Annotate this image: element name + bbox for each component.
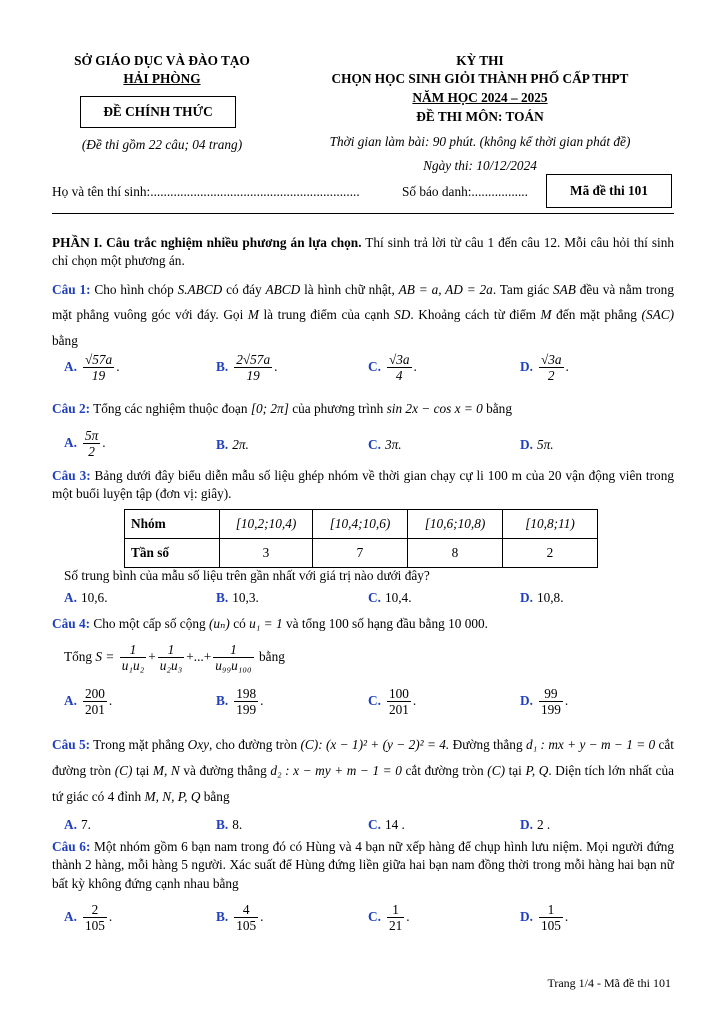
page-footer: Trang 1/4 - Mã đề thi 101 bbox=[547, 976, 671, 990]
exam-code-box bbox=[546, 174, 672, 208]
q4-dots: +...+ bbox=[186, 648, 212, 664]
numerator: 1 bbox=[158, 642, 185, 658]
option-label: B. bbox=[216, 437, 229, 452]
q1-text-e: đều và nằm trong mặt phẳng vuông góc với đáy. Gọi bbox=[52, 282, 674, 323]
q4-text-c: và tổng 100 số hạng đầu bằng bbox=[282, 616, 449, 631]
part1-instruction: Thí sinh trả lời từ câu 1 đến câu 12. Mỗi câu hỏi thí sinh chỉ chọn một phương án. bbox=[52, 235, 674, 269]
denominator: u₂u₃ bbox=[159, 658, 183, 674]
q5-text-2b: tại bbox=[132, 762, 153, 778]
q1-math-abcd: ABCD bbox=[265, 282, 301, 297]
option-denominator: 201 bbox=[388, 702, 409, 718]
q5-label: Câu 5: bbox=[52, 737, 91, 752]
option-denominator: 19 bbox=[91, 368, 106, 384]
department-name bbox=[52, 52, 272, 89]
q6-option-b[interactable]: B. $\frac{4}{105}$ . bbox=[216, 902, 264, 934]
option-numerator: 1 bbox=[539, 902, 563, 918]
option-label: C. bbox=[368, 908, 381, 924]
q5-text-3c: . Diện tích lớn nhất của tứ giác có 4 đỉnh bbox=[52, 762, 675, 804]
question-6 bbox=[52, 838, 674, 893]
q2-interval: [0; 2π] bbox=[250, 401, 289, 416]
question-1 bbox=[52, 277, 674, 353]
q5-d2: d₂ : x − my + m − 1 = 0 bbox=[270, 762, 402, 778]
q2-option-b[interactable] bbox=[216, 436, 249, 454]
dept-line1: SỞ GIÁO DỤC VÀ ĐÀO TẠO bbox=[74, 53, 250, 68]
option-label: C. bbox=[368, 358, 381, 374]
table-row bbox=[125, 510, 598, 539]
q4-option-a[interactable]: A. $\frac{200}{201}$ . bbox=[64, 686, 113, 718]
q1-text-h: đến mặt phẳng bbox=[551, 307, 642, 323]
option-label: B. bbox=[216, 590, 229, 605]
page-note: (Đề thi gồm 22 câu; 04 trang) bbox=[81, 137, 243, 152]
option-numerator: 2 bbox=[83, 902, 107, 918]
q1-math-m2: M bbox=[540, 307, 552, 323]
q5-text-1b: , cho đường tròn bbox=[209, 737, 301, 752]
q5-mn: M, N bbox=[152, 762, 180, 778]
q3-frequency-table bbox=[124, 509, 598, 568]
option-denominator: 21 bbox=[388, 918, 403, 934]
question-5 bbox=[52, 732, 674, 810]
q4-u1: u₁ = 1 bbox=[249, 616, 283, 631]
q6-label: Câu 6: bbox=[52, 839, 91, 854]
candidate-name: Họ và tên thí sinh:............................................................... bbox=[52, 184, 360, 199]
option-value: 7. bbox=[80, 817, 91, 832]
q4-sum-expression: Tổng S = $\frac{1}{\text{u₁u₂}}$ + $\frac{1}{\text{u₂u₃}}$ +...+ $\frac{1}{\text{u₉₉u₁₀₀}}$ bằng bbox=[64, 642, 285, 674]
option-label: D. bbox=[520, 437, 533, 452]
q4-tong: Tổng bbox=[64, 648, 93, 664]
q4-text-a: Cho một cấp số cộng bbox=[90, 616, 209, 631]
q2-label: Câu 2: bbox=[52, 401, 91, 416]
option-label: C. bbox=[368, 590, 381, 605]
table-cell: 7 bbox=[313, 539, 408, 568]
q2-text-a: Tổng các nghiệm thuộc đoạn bbox=[90, 401, 251, 416]
option-denominator: 2 bbox=[88, 444, 95, 460]
table-cell: [10,2;10,4) bbox=[220, 510, 313, 539]
q1-math-m: M bbox=[247, 307, 259, 323]
numerator: 1 bbox=[120, 642, 147, 658]
option-numerator: 200 bbox=[84, 686, 105, 701]
q3-option-b[interactable] bbox=[216, 589, 259, 607]
question-3 bbox=[52, 467, 674, 504]
option-value: 2π. bbox=[232, 437, 249, 452]
option-label: B. bbox=[216, 358, 229, 374]
q1-text-i: bằng bbox=[52, 332, 78, 348]
q3-text: Bảng dưới đây biểu diễn mẫu số liệu ghép nhóm về thời gian chạy cự li 100 m của 20 vận động viên trong một buổi luyện tập (đơn vị: giây). bbox=[52, 468, 674, 502]
exam-title bbox=[300, 52, 660, 107]
option-numerator: 198 bbox=[236, 686, 257, 701]
option-value: 8. bbox=[232, 817, 243, 832]
q2-option-a[interactable]: A. $\frac{5\pi}{2}$ . bbox=[64, 428, 106, 460]
option-numerator: √3a bbox=[540, 352, 562, 367]
header-divider bbox=[52, 213, 674, 214]
q2-text-c: bằng bbox=[482, 401, 512, 416]
option-label: C. bbox=[368, 817, 381, 832]
q5-c: (C) bbox=[114, 762, 133, 778]
q5-pq: P, Q bbox=[525, 762, 549, 778]
q3-table-wrap bbox=[124, 509, 598, 568]
option-value: 2 . bbox=[536, 817, 551, 832]
option-label: D. bbox=[520, 817, 533, 832]
q6-option-a[interactable]: A. $\frac{2}{105}$ . bbox=[64, 902, 113, 934]
q3-option-d[interactable] bbox=[520, 589, 564, 607]
q6-option-c[interactable]: C. $\frac{1}{21}$ . bbox=[368, 902, 410, 934]
q4-option-b[interactable]: B. $\frac{198}{199}$ . bbox=[216, 686, 264, 718]
q1-option-d[interactable]: D. $\frac{√3a}{2}$ . bbox=[520, 352, 569, 384]
q1-text-c: là hình chữ nhật, bbox=[300, 282, 399, 297]
table-cell: [10,8;11) bbox=[503, 510, 598, 539]
numerator: 1 bbox=[213, 642, 253, 658]
q4-sequence: (uₙ) bbox=[208, 616, 230, 631]
table-cell: 3 bbox=[220, 539, 313, 568]
q1-text-a: Cho hình chóp bbox=[90, 282, 178, 297]
option-numerator: 4 bbox=[234, 902, 258, 918]
q5-mnpq: M, N, P, Q bbox=[144, 788, 201, 804]
option-value: 10,3. bbox=[232, 590, 259, 605]
q4-sum: 10 000 bbox=[448, 616, 485, 631]
option-numerator: 2√57a bbox=[236, 352, 271, 367]
q4-option-c[interactable]: C. $\frac{100}{201}$ . bbox=[368, 686, 417, 718]
q1-option-a[interactable]: A. $\frac{√57a}{19}$ . bbox=[64, 352, 120, 384]
q5-circle: (C): (x − 1)² + (y − 2)² = 4. bbox=[300, 737, 450, 752]
option-label: A. bbox=[64, 908, 77, 924]
q1-text-f: là trung điểm của cạnh bbox=[258, 307, 395, 323]
q1-option-b[interactable]: B. $\frac{2√57a}{19}$ . bbox=[216, 352, 278, 384]
q5-option-d[interactable] bbox=[520, 816, 550, 834]
q1-math-sd: SD bbox=[394, 307, 411, 323]
q3-option-c[interactable] bbox=[368, 589, 412, 607]
q6-text: Một nhóm gồm 6 bạn nam trong đó có Hùng và 4 bạn nữ xếp hàng để chụp hình lưu niệm. Mọi người đứng thành 2 hàng, mỗi hàng 5 người. Xác suất để Hùng đứng liền giữa hai bạn nam đồng thời trong mỗi hàng hai bạn nữ bất kỳ không đứng cạnh nhau bằng bbox=[52, 839, 675, 891]
q1-math-sabcd: S.ABCD bbox=[177, 282, 223, 297]
table-cell: [10,6;10,8) bbox=[408, 510, 503, 539]
q3-label: Câu 3: bbox=[52, 468, 91, 483]
exam-date: Ngày thi: 10/12/2024 bbox=[423, 158, 537, 173]
table-cell: 8 bbox=[408, 539, 503, 568]
table-header-frequency: Tần số bbox=[125, 539, 220, 568]
q5-text-1c: Đường thẳng bbox=[449, 737, 523, 752]
q4-s-eq: S = bbox=[95, 648, 115, 664]
option-denominator: 19 bbox=[246, 368, 260, 384]
q5-option-a[interactable] bbox=[64, 816, 91, 834]
option-label: B. bbox=[216, 692, 229, 708]
exam-time: Thời gian làm bài: 90 phút. (không kể thời gian phát đề) bbox=[329, 134, 631, 149]
q1-option-c[interactable]: C. $\frac{√3a}{4}$ . bbox=[368, 352, 417, 384]
table-cell: 2 bbox=[503, 539, 598, 568]
option-value: 14 . bbox=[384, 817, 405, 832]
q1-math-dims: AB = a, AD = 2a bbox=[398, 282, 493, 297]
q5-oxy: Oxy bbox=[187, 737, 210, 752]
option-numerator: √57a bbox=[84, 352, 113, 367]
option-denominator: 199 bbox=[540, 702, 561, 718]
option-value: 10,4. bbox=[384, 590, 412, 605]
option-value: 3π. bbox=[384, 437, 402, 452]
q4-option-d[interactable]: D. $\frac{99}{199}$ . bbox=[520, 686, 569, 718]
option-numerator: 5π bbox=[84, 428, 99, 443]
q1-math-sac: (SAC) bbox=[641, 307, 675, 323]
option-label: A. bbox=[64, 434, 77, 450]
q5-text-1a: Trong mặt phẳng bbox=[90, 737, 188, 752]
q4-frac-3 bbox=[213, 642, 253, 674]
q2-option-c[interactable] bbox=[368, 436, 402, 454]
q1-text-d: . Tam giác bbox=[492, 282, 553, 297]
option-value: 5π. bbox=[536, 437, 554, 452]
q1-text-b: có đáy bbox=[222, 282, 266, 297]
denominator: u₉₉u₁₀₀ bbox=[215, 658, 252, 674]
option-value: 10,8. bbox=[536, 590, 564, 605]
question-2 bbox=[52, 400, 674, 418]
option-numerator: √3a bbox=[388, 352, 410, 367]
q4-label: Câu 4: bbox=[52, 616, 91, 631]
q5-text-2a: cắt đường tròn bbox=[52, 737, 675, 778]
option-label: D. bbox=[520, 358, 533, 374]
option-numerator: 1 bbox=[387, 902, 404, 918]
q1-math-sab: SAB bbox=[553, 282, 576, 297]
q5-text-3b: tại bbox=[505, 762, 526, 778]
q3-option-a[interactable] bbox=[64, 589, 108, 607]
option-label: C. bbox=[368, 692, 381, 708]
option-denominator: 201 bbox=[84, 702, 105, 718]
q4-bang: bằng bbox=[259, 648, 285, 664]
q5-option-b[interactable] bbox=[216, 816, 242, 834]
exam-line2: CHỌN HỌC SINH GIỎI THÀNH PHỐ CẤP THPT bbox=[331, 71, 629, 87]
exam-line1: KỲ THI bbox=[456, 53, 504, 68]
q5-text-2c: và đường thẳng bbox=[179, 762, 271, 778]
q5-text-3d: bằng bbox=[200, 788, 230, 804]
exam-line3: NĂM HỌC 2024 – 2025 bbox=[412, 89, 548, 105]
q5-option-c[interactable] bbox=[368, 816, 405, 834]
option-denominator: 4 bbox=[395, 368, 403, 384]
official-label: ĐỀ CHÍNH THỨC bbox=[103, 104, 213, 119]
option-label: D. bbox=[520, 908, 533, 924]
option-numerator: 100 bbox=[388, 686, 409, 701]
dept-line2: HẢI PHÒNG bbox=[123, 71, 201, 87]
option-value: 10,6. bbox=[80, 590, 108, 605]
option-label: A. bbox=[64, 692, 77, 708]
q1-label: Câu 1: bbox=[52, 282, 91, 297]
option-label: D. bbox=[520, 692, 533, 708]
q5-text-2d: cắt đường bbox=[401, 762, 459, 778]
option-label: C. bbox=[368, 437, 381, 452]
option-denominator: 105 bbox=[540, 918, 561, 934]
q5-c2: (C) bbox=[487, 762, 506, 778]
option-label: A. bbox=[64, 358, 77, 374]
q2-option-d[interactable] bbox=[520, 436, 554, 454]
q4-frac-1 bbox=[120, 642, 147, 674]
option-label: B. bbox=[216, 817, 229, 832]
part1-title: PHẦN I. Câu trắc nghiệm nhiều phương án lựa chọn. bbox=[52, 235, 362, 250]
q4-frac-2 bbox=[158, 642, 185, 674]
option-label: B. bbox=[216, 908, 229, 924]
official-box bbox=[80, 96, 236, 128]
candidate-id: Số báo danh:................. bbox=[402, 184, 528, 199]
table-cell: [10,4;10,6) bbox=[313, 510, 408, 539]
q1-text-g: . Khoảng cách từ điểm bbox=[410, 307, 541, 323]
option-denominator: 2 bbox=[547, 368, 555, 384]
subject: ĐỀ THI MÔN: TOÁN bbox=[416, 109, 544, 124]
option-label: A. bbox=[64, 590, 77, 605]
exam-code: Mã đề thi 101 bbox=[570, 183, 648, 198]
option-numerator: 99 bbox=[539, 686, 563, 702]
option-denominator: 199 bbox=[236, 702, 257, 718]
question-4 bbox=[52, 615, 674, 633]
option-denominator: 105 bbox=[236, 918, 257, 934]
q5-d1: d₁ : mx + y − m − 1 = 0 bbox=[525, 737, 656, 752]
q2-equation: sin 2x − cos x = 0 bbox=[386, 401, 483, 416]
q6-option-d[interactable]: D. $\frac{1}{105}$ . bbox=[520, 902, 569, 934]
option-label: A. bbox=[64, 817, 77, 832]
part1-heading bbox=[52, 234, 674, 271]
table-header-group: Nhóm bbox=[125, 510, 220, 539]
option-label: D. bbox=[520, 590, 533, 605]
option-denominator: 105 bbox=[84, 918, 105, 934]
q4-text-b: có bbox=[229, 616, 250, 631]
q5-text-3a: tròn bbox=[462, 762, 488, 778]
q4-text-d: . bbox=[484, 616, 488, 631]
q3-question: Số trung bình của mẫu số liệu trên gần nhất với giá trị nào dưới đây? bbox=[64, 568, 430, 583]
denominator: u₁u₂ bbox=[121, 658, 145, 674]
q2-text-b: của phương trình bbox=[288, 401, 387, 416]
table-row bbox=[125, 539, 598, 568]
